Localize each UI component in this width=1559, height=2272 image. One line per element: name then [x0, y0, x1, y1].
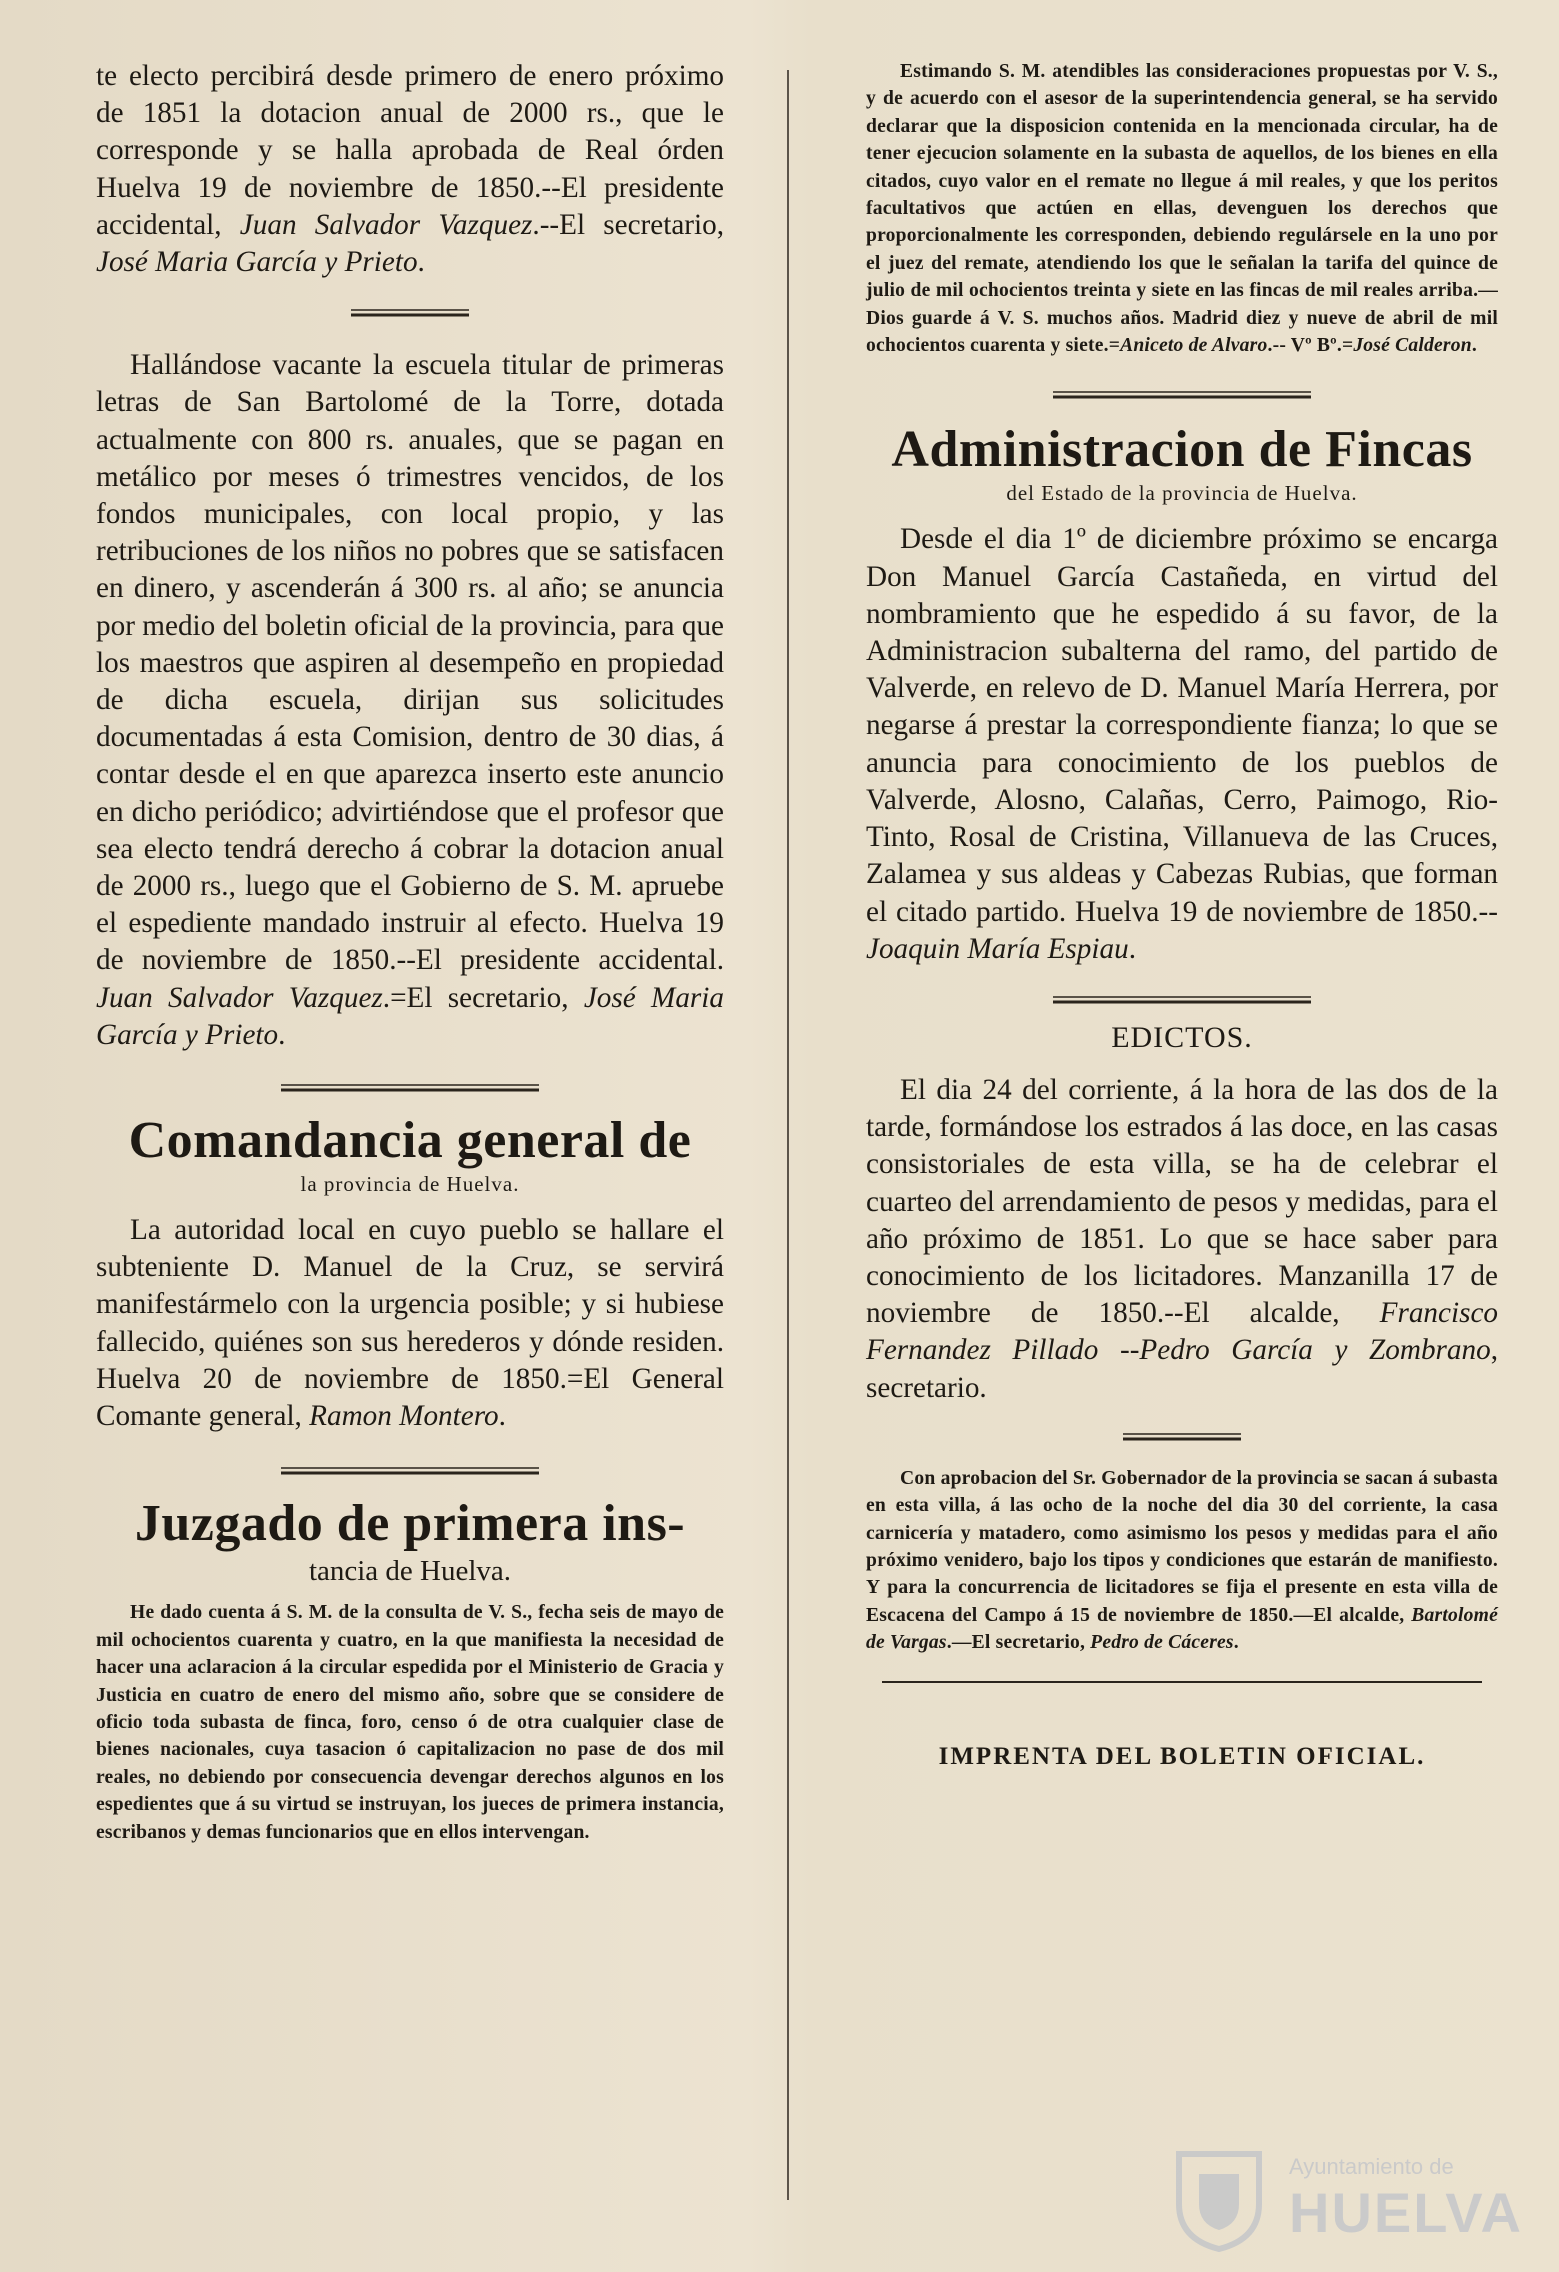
edictos-end: , secretario. [866, 1334, 1498, 1404]
left-p2-signer-1: Juan Salvador Vazquez [96, 981, 383, 1014]
right-plast-text: Con aprobacion del Sr. Gobernador de la provincia se sacan á subasta en esta villa, á las ocho de la noche del dia 30 del corriente, la casa carnicería y matadero, como asimismo los pesos y medidas para el año próximo venidero, bajo los tipos y condiciones que estarán de manifiesto. Y para la concurrencia de licitadores se fija el presente en esta villa de Escacena del Campo á 15 de noviembre de 1850.—El alcalde, [866, 1467, 1498, 1626]
administracion-end: . [1128, 932, 1136, 965]
right-paragraph-last [866, 1465, 1498, 1657]
comandancia-text: La autoridad local en cuyo pueblo se hallare el subteniente D. Manuel de la Cruz, se servirá manifestármelo con la urgencia posible; y si hubiese fallecido, quiénes son sus herederos y dónde residen. Huelva 20 de noviembre de 1850.=El General Comante general, [96, 1214, 724, 1433]
edictos-signer-1: Francisco Fernandez Pillado [866, 1297, 1498, 1367]
administracion-text: Desde el dia 1º de diciembre próximo se encarga Don Manuel García Castañeda, en virtud del nombramiento que he espedido á su favor, de la Administracion subalterna del ramo, del partido de Valverde, en relevo de D. Manuel María Herrera, por negarse á prestar la correspondiente fianza; lo que se anuncia para conocimiento de los pueblos de Valverde, Alosno, Calañas, Cerro, Paimogo, Rio-Tinto, Rosal de Cristina, Villanueva de las Cruces, Zalamea y sus aldeas y Cabezas Rubias, que forman el citado partido. Huelva 19 de noviembre de 1850.-- [866, 523, 1498, 928]
section-subtitle-administracion: del Estado de la provincia de Huelva. [1006, 481, 1358, 506]
comandancia-body [96, 1212, 724, 1435]
left-p2-sep: .=El secretario, [382, 981, 584, 1014]
ornament-rule [1047, 389, 1317, 401]
city-shield-icon [1159, 2144, 1279, 2254]
right-paragraph-1 [866, 58, 1498, 359]
watermark-line-1: Ayuntamiento de [1289, 2154, 1454, 2179]
watermark [1159, 2144, 1523, 2254]
comandancia-signer: Ramon Montero [309, 1400, 499, 1433]
juzgado-body: He dado cuenta á S. M. de la consulta de V. S., fecha seis de mayo de mil ochocientos cuarenta y cuatro, en la que manifiesta la necesidad de hacer una aclaracion á la circular espedida por el Ministerio de Gracia y Justicia en cuatro de enero del mismo año, sobre que se considere de oficio toda subasta de finca, foro, censo ó de otra cualquier clase de bienes nacionales, cuya tasacion ó capitalizacion no pase de dos mil reales, no debiendo por consecuencia devengar derechos algunos en los espedientes que á su virtud se instruyan, los jueces de primera instancia, escribanos y demas funcionarios que en ellos intervengan. [96, 1602, 724, 1843]
printer-footer: IMPRENTA DEL BOLETIN OFICIAL. [938, 1742, 1426, 1770]
ornament-rule [882, 1679, 1482, 1687]
left-p1-signer-1: Juan Salvador Vazquez [239, 208, 533, 241]
right-plast-signer-2: Pedro de Cáceres [1090, 1632, 1234, 1654]
left-p2-end: . [278, 1018, 286, 1051]
ornament-rule [1117, 1431, 1247, 1443]
right-p1-text: Estimando S. M. atendibles las consideraciones propuestas por V. S., y de acuerdo con el asesor de la superintendencia general, se ha servido declarar que la disposicion contenida en la mencionada circular, ha de tener ejecucion solamente en la subasta de aquellos, de los bienes en ella citados, cuyo valor en el remate no llegue á mil reales, y que los peritos facultativos que actúen en ellas, devenguen los derechos que proporcionalmente les corresponden, debiendo regulársele en la uno por el juez del remate, atendiendo los que le señalan la tarifa del quince de julio de mil ochocientos treinta y siete en las fincas de mil reales arriba.—Dios guarde á V. S. muchos años. Madrid diez y nueve de abril de mil ochocientos cuarenta y siete.= [866, 61, 1498, 357]
section-title-edictos: EDICTOS. [1111, 1020, 1253, 1054]
left-p1-signer-2: José Maria García y Prieto [96, 246, 418, 279]
administracion-signer: Joaquin María Espiau [866, 932, 1129, 965]
edictos-signer-2: Pedro García y Zombrano [1139, 1334, 1491, 1367]
section-subtitle-juzgado: tancia de Huelva. [308, 1555, 512, 1588]
left-p2-signer-2: José Maria García y Prieto [96, 981, 724, 1051]
edictos-text: El dia 24 del corriente, á la hora de las dos de la tarde, formándose los estrados á las doce, en las casas consistoriales de esta villa, se ha de celebrar el cuarteo del arrendamiento de pesos y medidas, para el año próximo de 1851. Lo que se hace saber para conocimiento de los licitadores. Manzanilla 17 de noviembre de 1850.--El alcalde, [866, 1073, 1498, 1330]
ornament-rule [1047, 994, 1317, 1006]
ornament-rule [275, 1082, 545, 1094]
section-subtitle-comandancia: la provincia de Huelva. [300, 1172, 520, 1197]
comandancia-end: . [498, 1400, 506, 1433]
ornament-rule [275, 1465, 545, 1477]
left-p1-sep: .--El secretario, [532, 208, 724, 241]
left-p1-text: te electo percibirá desde primero de enero próximo de 1851 la dotacion anual de 2000 rs., que le corresponde y se halla aprobada de Real órden Huelva 19 de noviembre de 1850.--El presidente accidental, [96, 60, 724, 241]
right-plast-signer-1: Bartolomé de Vargas [866, 1604, 1498, 1654]
right-p1-sep: .-- Vº Bº.= [1267, 335, 1354, 357]
administracion-body [866, 521, 1498, 967]
left-p2-text: Hallándose vacante la escuela titular de primeras letras de San Bartolomé de la Torre, dotada actualmente con 800 rs. anuales, que se pagan en metálico por meses ó trimestres vencidos, de los fondos municipales, con local propio, y las retribuciones de los niños no pobres que se satisfacen en dinero, y ascenderán á 300 rs. al año; se anuncia por medio del boletin oficial de la provincia, para que los maestros que aspiren al desempeño en propiedad de dicha escuela, dirijan sus solicitudes documentadas á esta Comision, dentro de 30 dias, á contar desde el en que aparezca inserto este anuncio en dicho periódico; advirtiéndose que el profesor que sea electo tendrá derecho á cobrar la dotacion anual de 2000 rs., luego que el Gobierno de S. M. apruebe el espediente mandado instruir al efecto. Huelva 19 de noviembre de 1850.--El presidente accidental. [96, 349, 724, 977]
right-p1-signer-2: José Calderon [1353, 335, 1472, 357]
watermark-line-2: HUELVA [1289, 2181, 1523, 2244]
right-plast-sep: .—El secretario, [946, 1632, 1091, 1654]
column-divider [787, 70, 789, 2200]
right-column [866, 58, 1498, 1771]
ornament-rule [345, 307, 475, 319]
section-title-administracion: Administracion de Fincas [891, 421, 1473, 479]
edictos-sep: -- [1098, 1334, 1140, 1367]
right-plast-end: . [1233, 1632, 1239, 1654]
right-p1-end: . [1471, 335, 1477, 357]
left-p1-end: . [417, 246, 425, 279]
left-paragraph-2 [96, 347, 724, 1054]
section-title-comandancia: Comandancia general de [128, 1112, 692, 1170]
section-title-juzgado: Juzgado de primera ins- [134, 1495, 686, 1553]
left-paragraph-1 [96, 58, 724, 281]
right-p1-signer-1: Aniceto de Alvaro [1120, 335, 1268, 357]
left-column [96, 58, 724, 1846]
edictos-body [866, 1072, 1498, 1407]
